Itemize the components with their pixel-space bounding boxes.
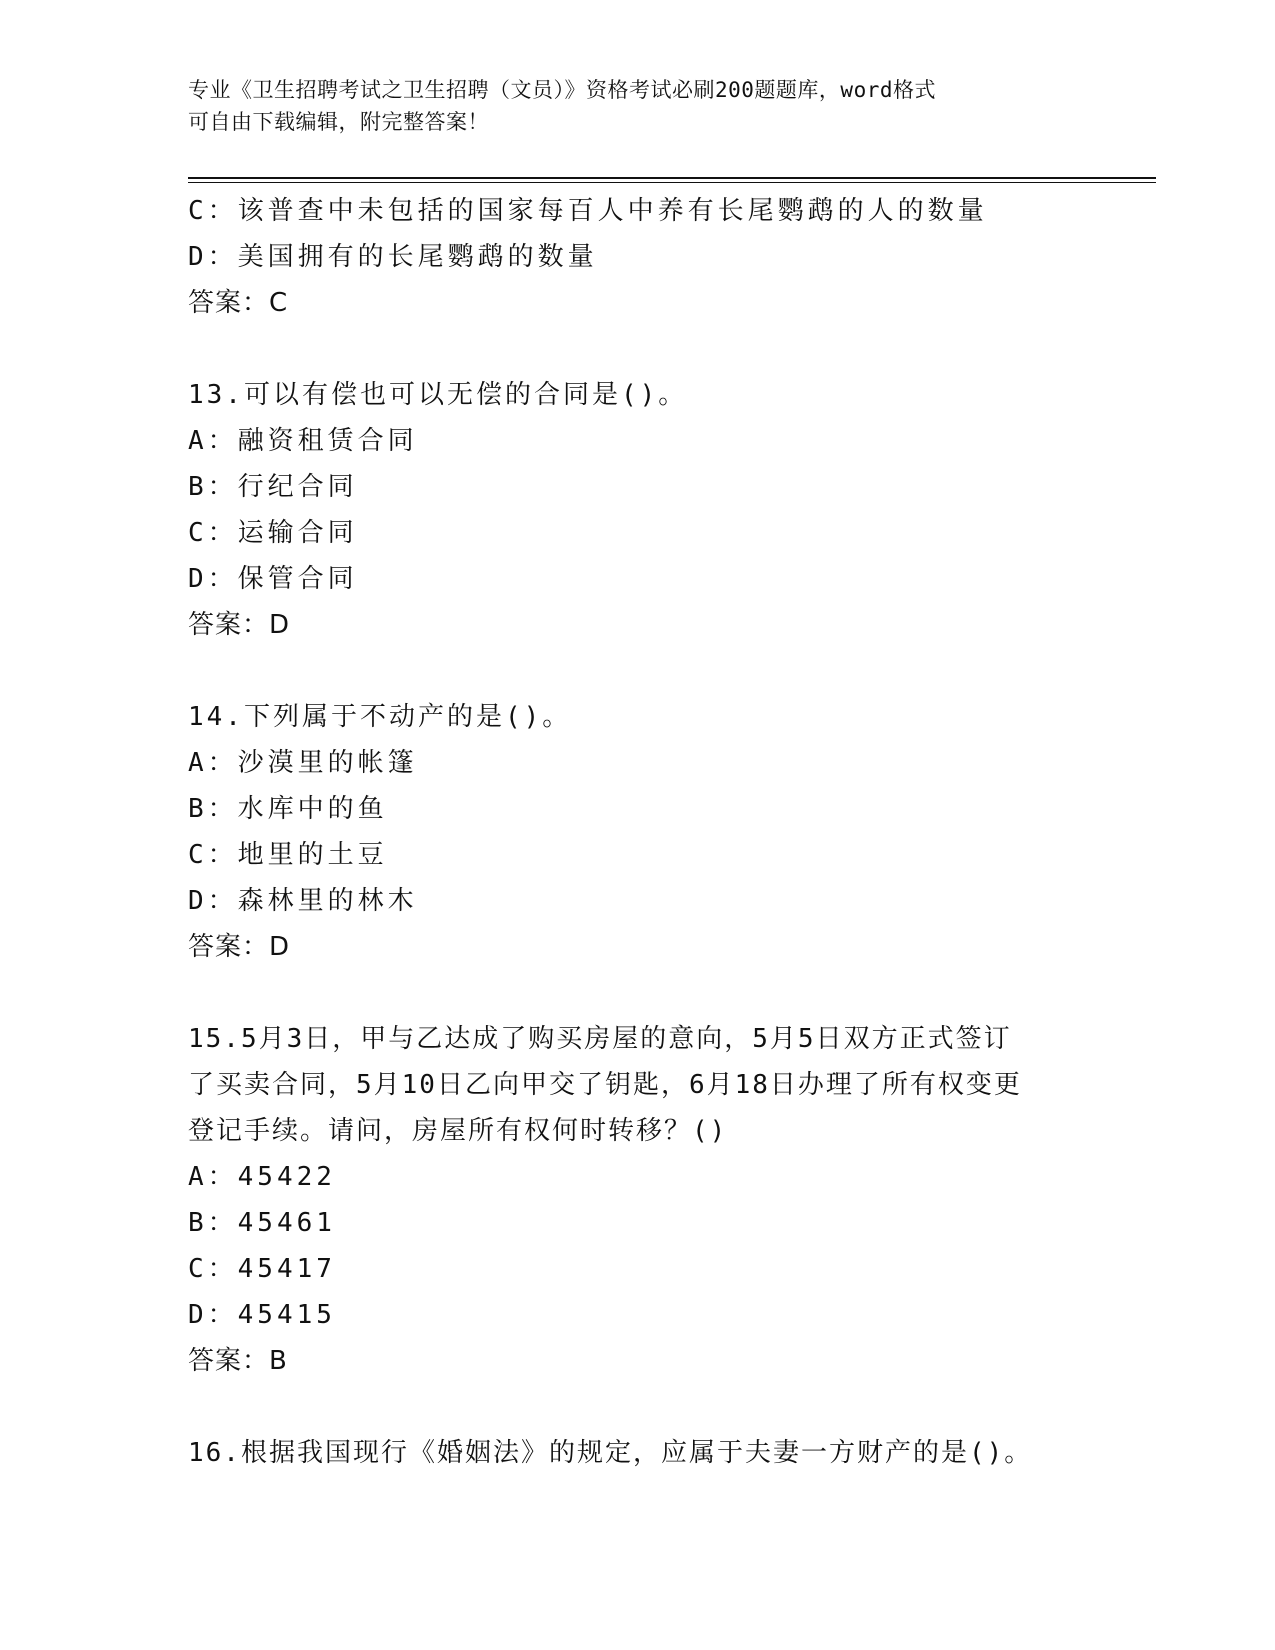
option-b: B：行纪合同 (188, 472, 358, 502)
option-b: B：水库中的鱼 (188, 794, 388, 824)
header-line-1: 专业《卫生招聘考试之卫生招聘（文员）》资格考试必刷200题题库，word格式 (188, 78, 936, 102)
answer: 答案：D (188, 932, 291, 962)
option-d: D：45415 (188, 1300, 336, 1330)
option-a: A：融资租赁合同 (188, 426, 418, 456)
question-text: 16.根据我国现行《婚姻法》的规定，应属于夫妻一方财产的是()。 (188, 1438, 1033, 1468)
header-line-2: 可自由下载编辑，附完整答案！ (188, 110, 489, 134)
option-a: A：沙漠里的帐篷 (188, 748, 418, 778)
question-list (188, 188, 1088, 1476)
question-text-line-3: 登记手续。请问，房屋所有权何时转移？() (188, 1116, 728, 1146)
header-divider-thin (188, 182, 1156, 183)
question-text-line-2: 了买卖合同，5月10日乙向甲交了钥匙，6月18日办理了所有权变更 (188, 1070, 1022, 1100)
question-16-block (188, 1430, 1088, 1476)
option-c: C：该普查中未包括的国家每百人中养有长尾鹦鹉的人的数量 (188, 196, 988, 226)
question-12-block (188, 188, 1088, 326)
answer: 答案：B (188, 1346, 288, 1376)
spacer (188, 1384, 1088, 1430)
question-text: 13.可以有偿也可以无偿的合同是()。 (188, 380, 688, 410)
question-14-block (188, 694, 1088, 970)
option-c: C：地里的土豆 (188, 840, 388, 870)
option-b: B：45461 (188, 1208, 336, 1238)
option-d: D：森林里的林木 (188, 886, 418, 916)
header-divider-thick (188, 177, 1156, 179)
spacer (188, 648, 1088, 694)
spacer (188, 326, 1088, 372)
option-c: C：45417 (188, 1254, 336, 1284)
question-13-block (188, 372, 1088, 648)
question-text-line-1: 15.5月3日，甲与乙达成了购买房屋的意向，5月5日双方正式签订 (188, 1024, 1012, 1054)
question-15-block (188, 1016, 1088, 1384)
option-a: A：45422 (188, 1162, 336, 1192)
answer: 答案：D (188, 610, 291, 640)
spacer (188, 970, 1088, 1016)
question-text: 14.下列属于不动产的是()。 (188, 702, 572, 732)
option-d: D：保管合同 (188, 564, 358, 594)
answer: 答案：C (188, 288, 289, 318)
document-header (188, 74, 1068, 138)
option-d: D：美国拥有的长尾鹦鹉的数量 (188, 242, 598, 272)
option-c: C：运输合同 (188, 518, 358, 548)
